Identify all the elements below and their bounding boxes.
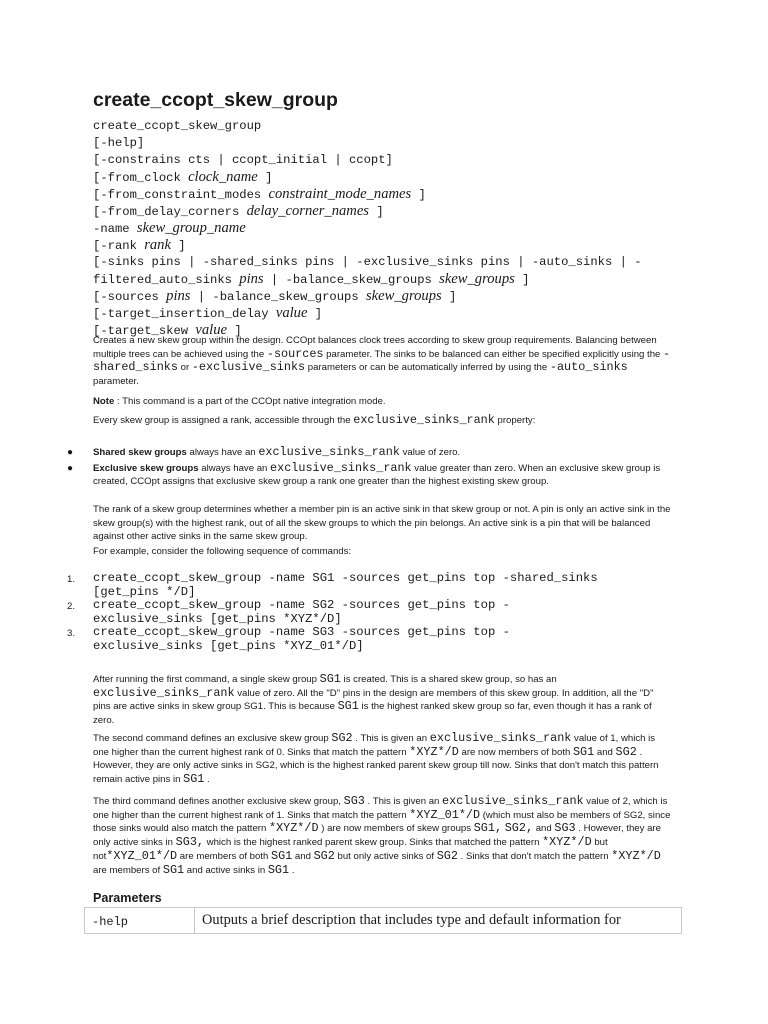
synopsis-arg: skew_groups [366,288,442,304]
parameter-name: -help [85,908,195,934]
list-item: ● Shared skew groups always have an exclusive_sinks_rank value of zero. [67,445,461,459]
synopsis-line: [-target_insertion_delay value ] [93,305,323,321]
list-item: ● Exclusive skew groups always have an exclusive_sinks_rank value greater than zero. When an exclusive skew group is created, CCOpt assigns that exclusive skew group a rank one greater than the highest existing skew group. [67,460,661,488]
synopsis-arg: constraint_mode_names [268,186,412,202]
synopsis-line: [-target_skew value ] [93,322,242,338]
list-item: 3. create_ccopt_skew_group -name SG3 -sources get_pins top - exclusive_sinks [get_pins *XYZ_01*/D] [67,625,510,653]
explanation-paragraph-1: After running the first command, a single skew group SG1 is created. This is a shared skew group, so has an exclusive_sinks_rank value of zero. All the "D" pins in the design are members of this skew group. In addition, all the "D" pins are active sinks in skew group SG1. This is because SG1 is the highest ranked skew group so far, even though it has a rank of zero. [93,672,654,727]
table-row [85,908,682,934]
bullet-icon: ● [67,447,74,458]
synopsis-arg: rank [144,237,171,253]
command-example-list [66,572,686,654]
synopsis-arg: skew_groups [439,271,515,287]
synopsis-arg: pins [166,288,191,304]
synopsis-arg: delay_corner_names [246,203,369,219]
parameters-heading: Parameters [93,891,162,905]
skew-group-type-list [66,446,676,491]
synopsis-line: filtered_auto_sinks pins | -balance_skew_groups skew_groups ] [93,271,530,287]
example-intro: For example, consider the following sequence of commands: [93,546,352,557]
synopsis-arg: pins [239,271,264,287]
synopsis-line: [-sources pins | -balance_skew_groups skew_groups ] [93,288,457,304]
synopsis-line: [-rank rank ] [93,237,186,253]
bullet-icon: ● [67,462,74,474]
synopsis-arg: skew_group_name [136,220,246,236]
parameters-table [84,907,682,934]
list-item: 1. create_ccopt_skew_group -name SG1 -sources get_pins top -shared_sinks [get_pins */D] [67,571,598,599]
note-paragraph: Note : This command is a part of the CCOpt native integration mode. [93,396,386,407]
synopsis-line: [-from_clock clock_name ] [93,169,273,185]
explanation-paragraph-2: The second command defines an exclusive skew group SG2 . This is given an exclusive_sinks_rank value of 1, which is one higher than the current highest rank of 0. Sinks that match the pattern *XYZ*/D are now members of both SG1 and SG2 . However, they are only active sinks in SG2, which is the highest ranked parent skew group till now. Sinks that don't match this pattern remain active pins in SG1 . [93,731,659,787]
parameter-description: Outputs a brief description that includes type and default information for [195,908,682,934]
synopsis-line: [-from_delay_corners delay_corner_names ] [93,203,384,219]
synopsis-arg: clock_name [188,169,258,185]
synopsis-line: [-sinks pins | -shared_sinks pins | -exclusive_sinks pins | -auto_sinks | - [93,255,642,269]
description-paragraph: Creates a new skew group within the design. CCOpt balances clock trees according to skew group requirements. Balancing between multiple trees can be achieved using the -sources parameter. The sinks to be balanced can either be specified explicitly using the -shared_sinks or -exclusive_sinks parameters or can be automatically inferred by using the -auto_sinks parameter. [93,335,671,388]
synopsis-line: create_ccopt_skew_group [93,119,262,133]
synopsis-line: -name skew_group_name [93,220,246,236]
page-title: create_ccopt_skew_group [93,89,338,111]
synopsis-line: [-from_constraint_modes constraint_mode_names ] [93,186,426,202]
command-synopsis [93,118,693,339]
note-label: Note [93,396,115,407]
synopsis-arg: value [195,322,228,338]
rank-intro-paragraph: Every skew group is assigned a rank, accessible through the exclusive_sinks_rank property: [93,413,536,427]
synopsis-arg: value [275,305,308,321]
rank-explanation-paragraph: The rank of a skew group determines whether a member pin is an active sink in that skew group or not. A pin is only an active sink in the skew group(s) with the highest rank, out of all the skew groups to which the pin belongs. An active sink is a pin that will be balanced against other active sinks in the same skew group. [93,504,671,543]
synopsis-line: [-help] [93,136,145,150]
synopsis-line: [-constrains cts | ccopt_initial | ccopt] [93,153,393,167]
list-item: 2. create_ccopt_skew_group -name SG2 -sources get_pins top - exclusive_sinks [get_pins *XYZ*/D] [67,598,510,626]
explanation-paragraph-3: The third command defines another exclusive skew group, SG3 . This is given an exclusive_sinks_rank value of 2, which is one higher than the current highest rank of 1. Sinks that match the pattern *XYZ_01*/D (which must also be members of SG2, since those sinks would also match the pattern *XYZ*/D ) are now members of skew groups SG1, SG2, and SG3 . However, they are only active sinks in SG3, which is the highest ranked parent skew group. Sinks that matched the pattern *XYZ*/D but not*XYZ_01*/D are members of both SG1 and SG2 but only active sinks of SG2 . Sinks that don't match the pattern *XYZ*/D are members of SG1 and active sinks in SG1 . [93,794,671,877]
